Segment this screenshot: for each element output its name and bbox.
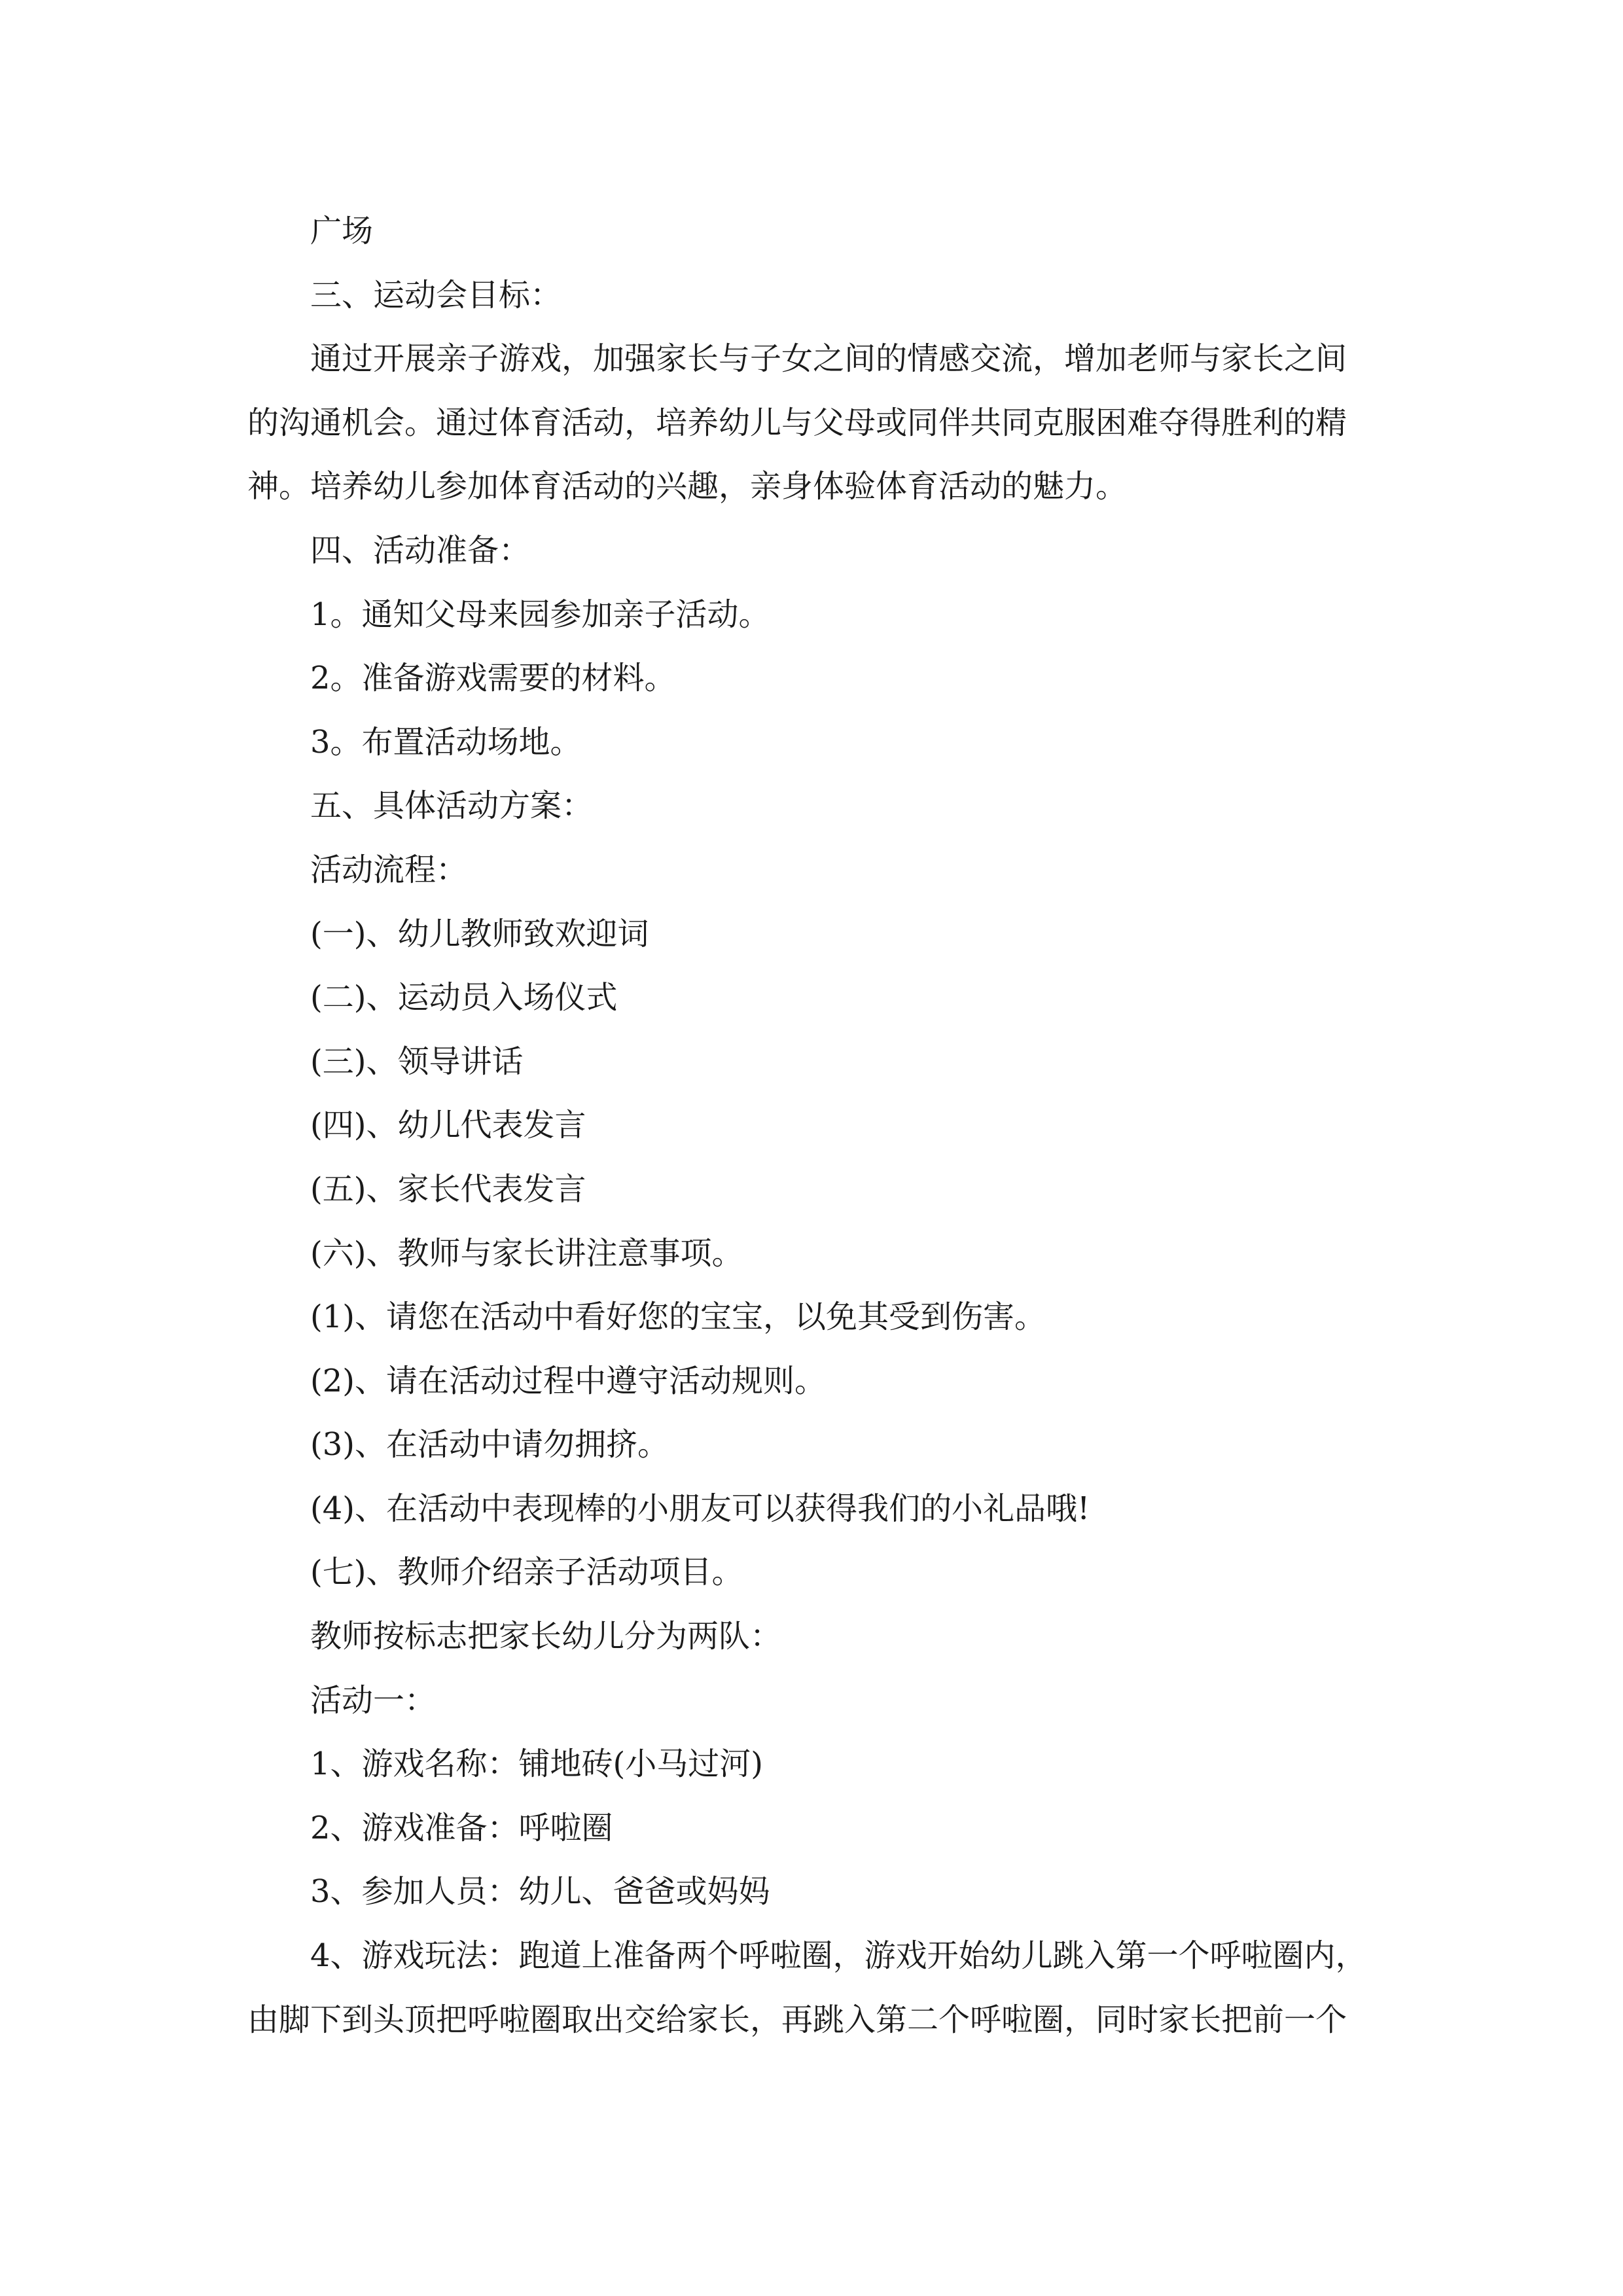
text-line: (六)、教师与家长讲注意事项。	[310, 1234, 743, 1272]
text-line: 3、参加人员：幼儿、爸爸或妈妈	[310, 1873, 770, 1910]
document-body	[247, 200, 1386, 2052]
text-line: 神。培养幼儿参加体育活动的兴趣，亲身体验体育活动的魅力。	[247, 468, 1128, 505]
text-line: 4、游戏玩法：跑道上准备两个呼啦圈，游戏开始幼儿跳入第一个呼啦圈内，	[310, 1937, 1367, 1975]
text-line: (二)、运动员入场仪式	[310, 979, 618, 1016]
text-line: (五)、家长代表发言	[310, 1170, 586, 1208]
text-line: (一)、幼儿教师致欢迎词	[310, 915, 649, 952]
text-line: 广场	[310, 213, 374, 249]
text-line: (三)、领导讲话	[310, 1043, 524, 1080]
text-line: (3)、在活动中请勿拥挤。	[310, 1426, 669, 1463]
text-line: 活动一：	[310, 1681, 437, 1719]
text-line: (2)、请在活动过程中遵守活动规则。	[310, 1362, 826, 1399]
text-line: 的沟通机会。通过体育活动，培养幼儿与父母或同伴共同克服困难夺得胜利的精	[247, 404, 1347, 441]
text-line: 四、活动准备：	[310, 531, 531, 569]
text-line: (四)、幼儿代表发言	[310, 1107, 586, 1144]
text-line: (七)、教师介绍亲子活动项目。	[310, 1554, 743, 1591]
text-line: 3。布置活动场地。	[310, 723, 582, 761]
text-line: 三、运动会目标：	[310, 276, 562, 314]
text-line: 1。通知父母来园参加亲子活动。	[310, 596, 770, 633]
text-line: (1)、请您在活动中看好您的宝宝，以免其受到伤害。	[310, 1299, 1046, 1336]
text-line: 活动流程：	[310, 851, 468, 888]
text-line: 1、游戏名称：铺地砖(小马过河)	[310, 1746, 763, 1783]
text-line: 教师按标志把家长幼儿分为两队：	[310, 1618, 782, 1655]
text-line: 通过开展亲子游戏，加强家长与子女之间的情感交流，增加老师与家长之间	[310, 340, 1347, 378]
text-line: 2、游戏准备：呼啦圈	[310, 1809, 613, 1846]
text-line: 五、具体活动方案：	[310, 787, 594, 825]
text-line: 由脚下到头顶把呼啦圈取出交给家长，再跳入第二个呼啦圈，同时家长把前一个	[247, 2001, 1347, 2038]
text-line: (4)、在活动中表现棒的小朋友可以获得我们的小礼品哦!	[310, 1490, 1090, 1527]
text-line: 2。准备游戏需要的材料。	[310, 660, 676, 697]
